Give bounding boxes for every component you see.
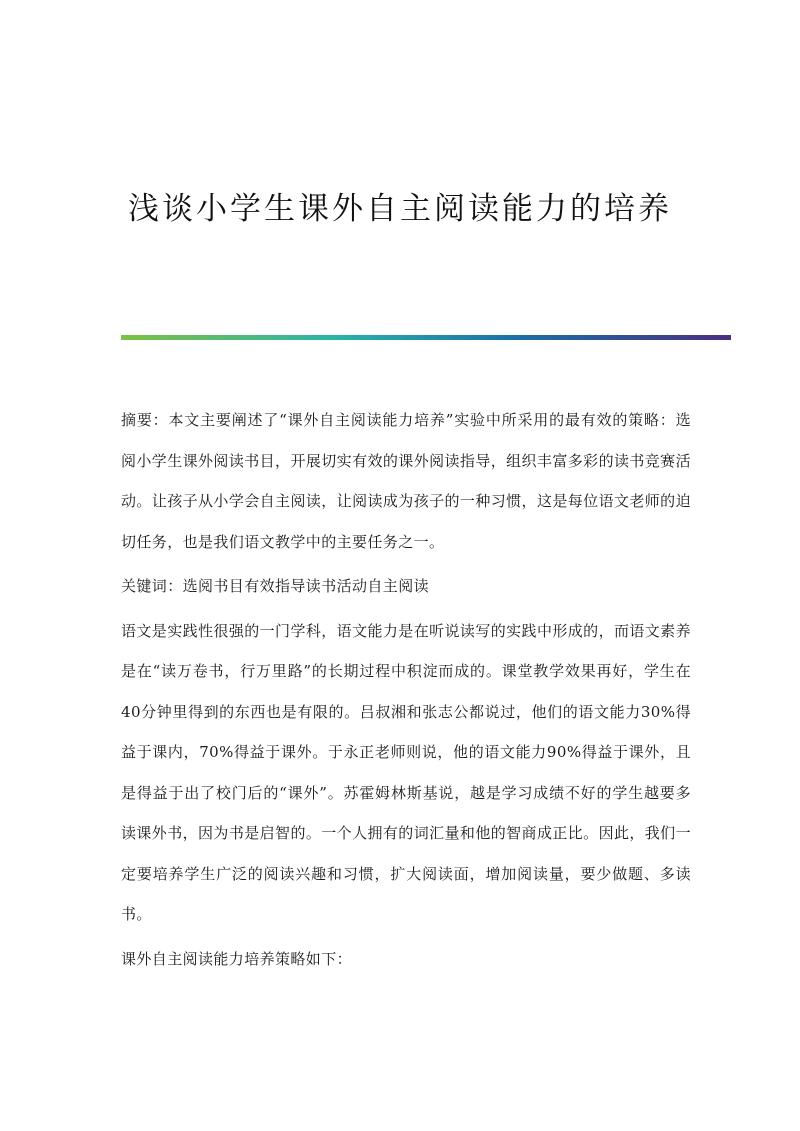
document-body: [121, 400, 691, 983]
body-paragraph: 语文是实践性很强的一门学科，语文能力是在听说读写的实践中形成的，而语文素养是在“读万卷书，行万里路”的长期过程中积淀而成的。课堂教学效果再好，学生在40分钟里得到的东西也是有限的。吕叔湘和张志公都说过，他们的语文能力30%得益于课内，70%得益于课外。于永正老师则说，他的语文能力90%得益于课外，且是得益于出了校门后的“课外”。苏霍姆林斯基说，越是学习成绩不好的学生越要多读课外书，因为书是启智的。一个人拥有的词汇量和他的智商成正比。因此，我们一定要培养学生广泛的阅读兴趣和习惯，扩大阅读面，增加阅读量，要少做题、多读书。: [121, 621, 691, 923]
document-title: 浅谈小学生课外自主阅读能力的培养: [128, 191, 672, 227]
abstract-paragraph: 摘要：本文主要阐述了“课外自主阅读能力培养”实验中所采用的最有效的策略：选阅小学生课外阅读书目，开展切实有效的课外阅读指导，组织丰富多彩的读书竞赛活动。让孩子从小学会自主阅读，让阅读成为孩子的一种习惯，这是每位语文老师的迫切任务，也是我们语文教学中的主要任务之一。: [121, 411, 691, 551]
keywords-paragraph: 关键词：选阅书目有效指导读书活动自主阅读: [121, 577, 430, 595]
title-divider: [121, 335, 731, 340]
strategy-intro-paragraph: 课外自主阅读能力培养策略如下：: [121, 949, 353, 968]
